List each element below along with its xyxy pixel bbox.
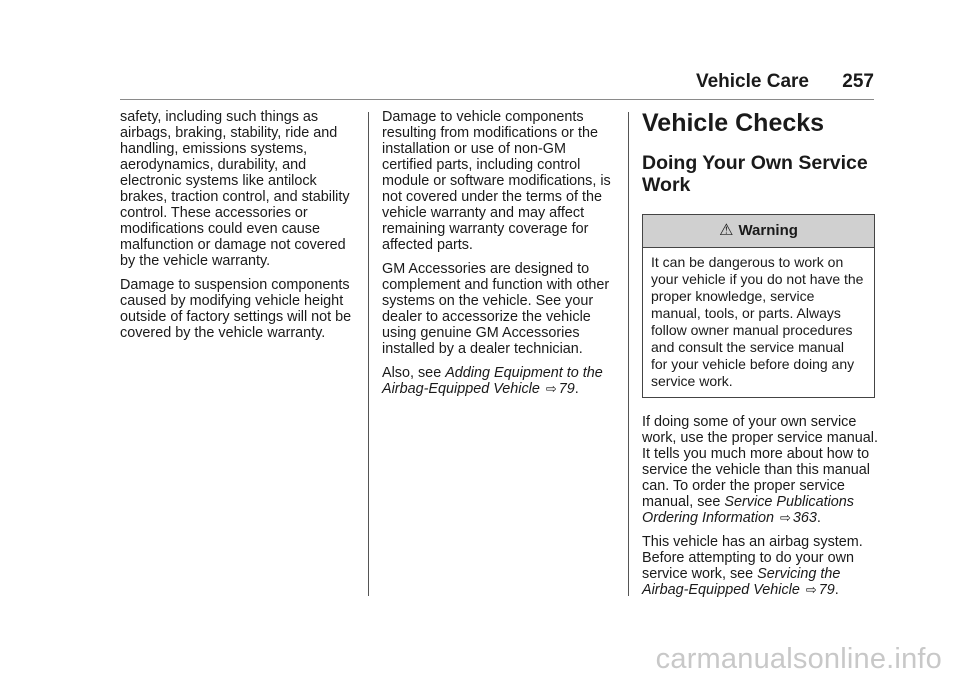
watermark: carmanualsonline.info [655,643,942,675]
text: Also, see [382,365,446,381]
column-2 [382,109,614,405]
text: . [574,381,579,397]
page-header [696,71,874,93]
paragraph: Damage to vehicle components resulting from modifications or the installation or use of non-GM certified parts, including control module or software modifications, is not covered under the terms of the vehicle warranty and may affect remaining warranty coverage for affected parts. [382,109,611,253]
reference-page: 363 [792,510,817,526]
text: This vehicle has an airbag system. Before attempting to do your own service work, see [642,534,863,582]
header-rule [120,99,874,100]
text: . [816,510,821,526]
reference-page: 79 [558,381,575,397]
text: If doing some of your own service work, use the proper service manual. It tells you much more about how to service the vehicle than this manual can. To order the proper service manual, see [642,414,878,510]
paragraph: Damage to suspension components caused by modifying vehicle height outside of factory settings will not be covered by the vehicle warranty. [120,277,352,341]
page-reference-icon: ⇨ [779,510,791,525]
column-1 [120,109,360,349]
page-reference-icon: ⇨ [805,582,817,597]
section-title: Vehicle Care [695,71,810,92]
paragraph: GM Accessories are designed to complement and function with other systems on the vehicle. See your dealer to accessorize the vehicle using genuine GM Accessories installed by a dealer technician. [382,261,610,357]
column-divider-1 [368,112,369,596]
paragraph: safety, including such things as airbags, braking, stability, ride and handling, emissions systems, aerodynamics, durability, and electronic systems like antilock brakes, traction control, and stability control. These accessories or modifications could even cause malfunction or damage not covered by the vehicle warranty. [120,109,350,269]
warning-box [642,214,875,398]
page-reference-icon: ⇨ [545,381,557,396]
paragraph-with-reference [382,365,614,397]
page-number: 257 [842,71,874,92]
text: . [834,582,839,598]
column-divider-2 [628,112,629,596]
reference-title: Servicing the Airbag-Equipped Vehicle [642,566,841,598]
warning-title: Warning [738,222,798,239]
warning-body: It can be dangerous to work on your vehicle if you do not have the proper knowledge, service manual, tools, or parts. Always follow owner manual procedures and consult the service manual for your vehicle before doing any service work. [651,254,864,389]
section-heading: Vehicle Checks [642,109,825,137]
reference-page: 79 [818,582,835,598]
warning-icon: ⚠ [719,222,734,239]
warning-header [643,215,874,248]
paragraph-with-reference [642,414,878,526]
reference-title: Adding Equipment to the Airbag-Equipped Vehicle [382,365,603,397]
reference-title: Service Publications Ordering Information [642,494,854,526]
paragraph-with-reference [642,534,878,598]
column-3 [642,108,878,606]
subsection-heading: Doing Your Own Service Work [642,152,868,196]
